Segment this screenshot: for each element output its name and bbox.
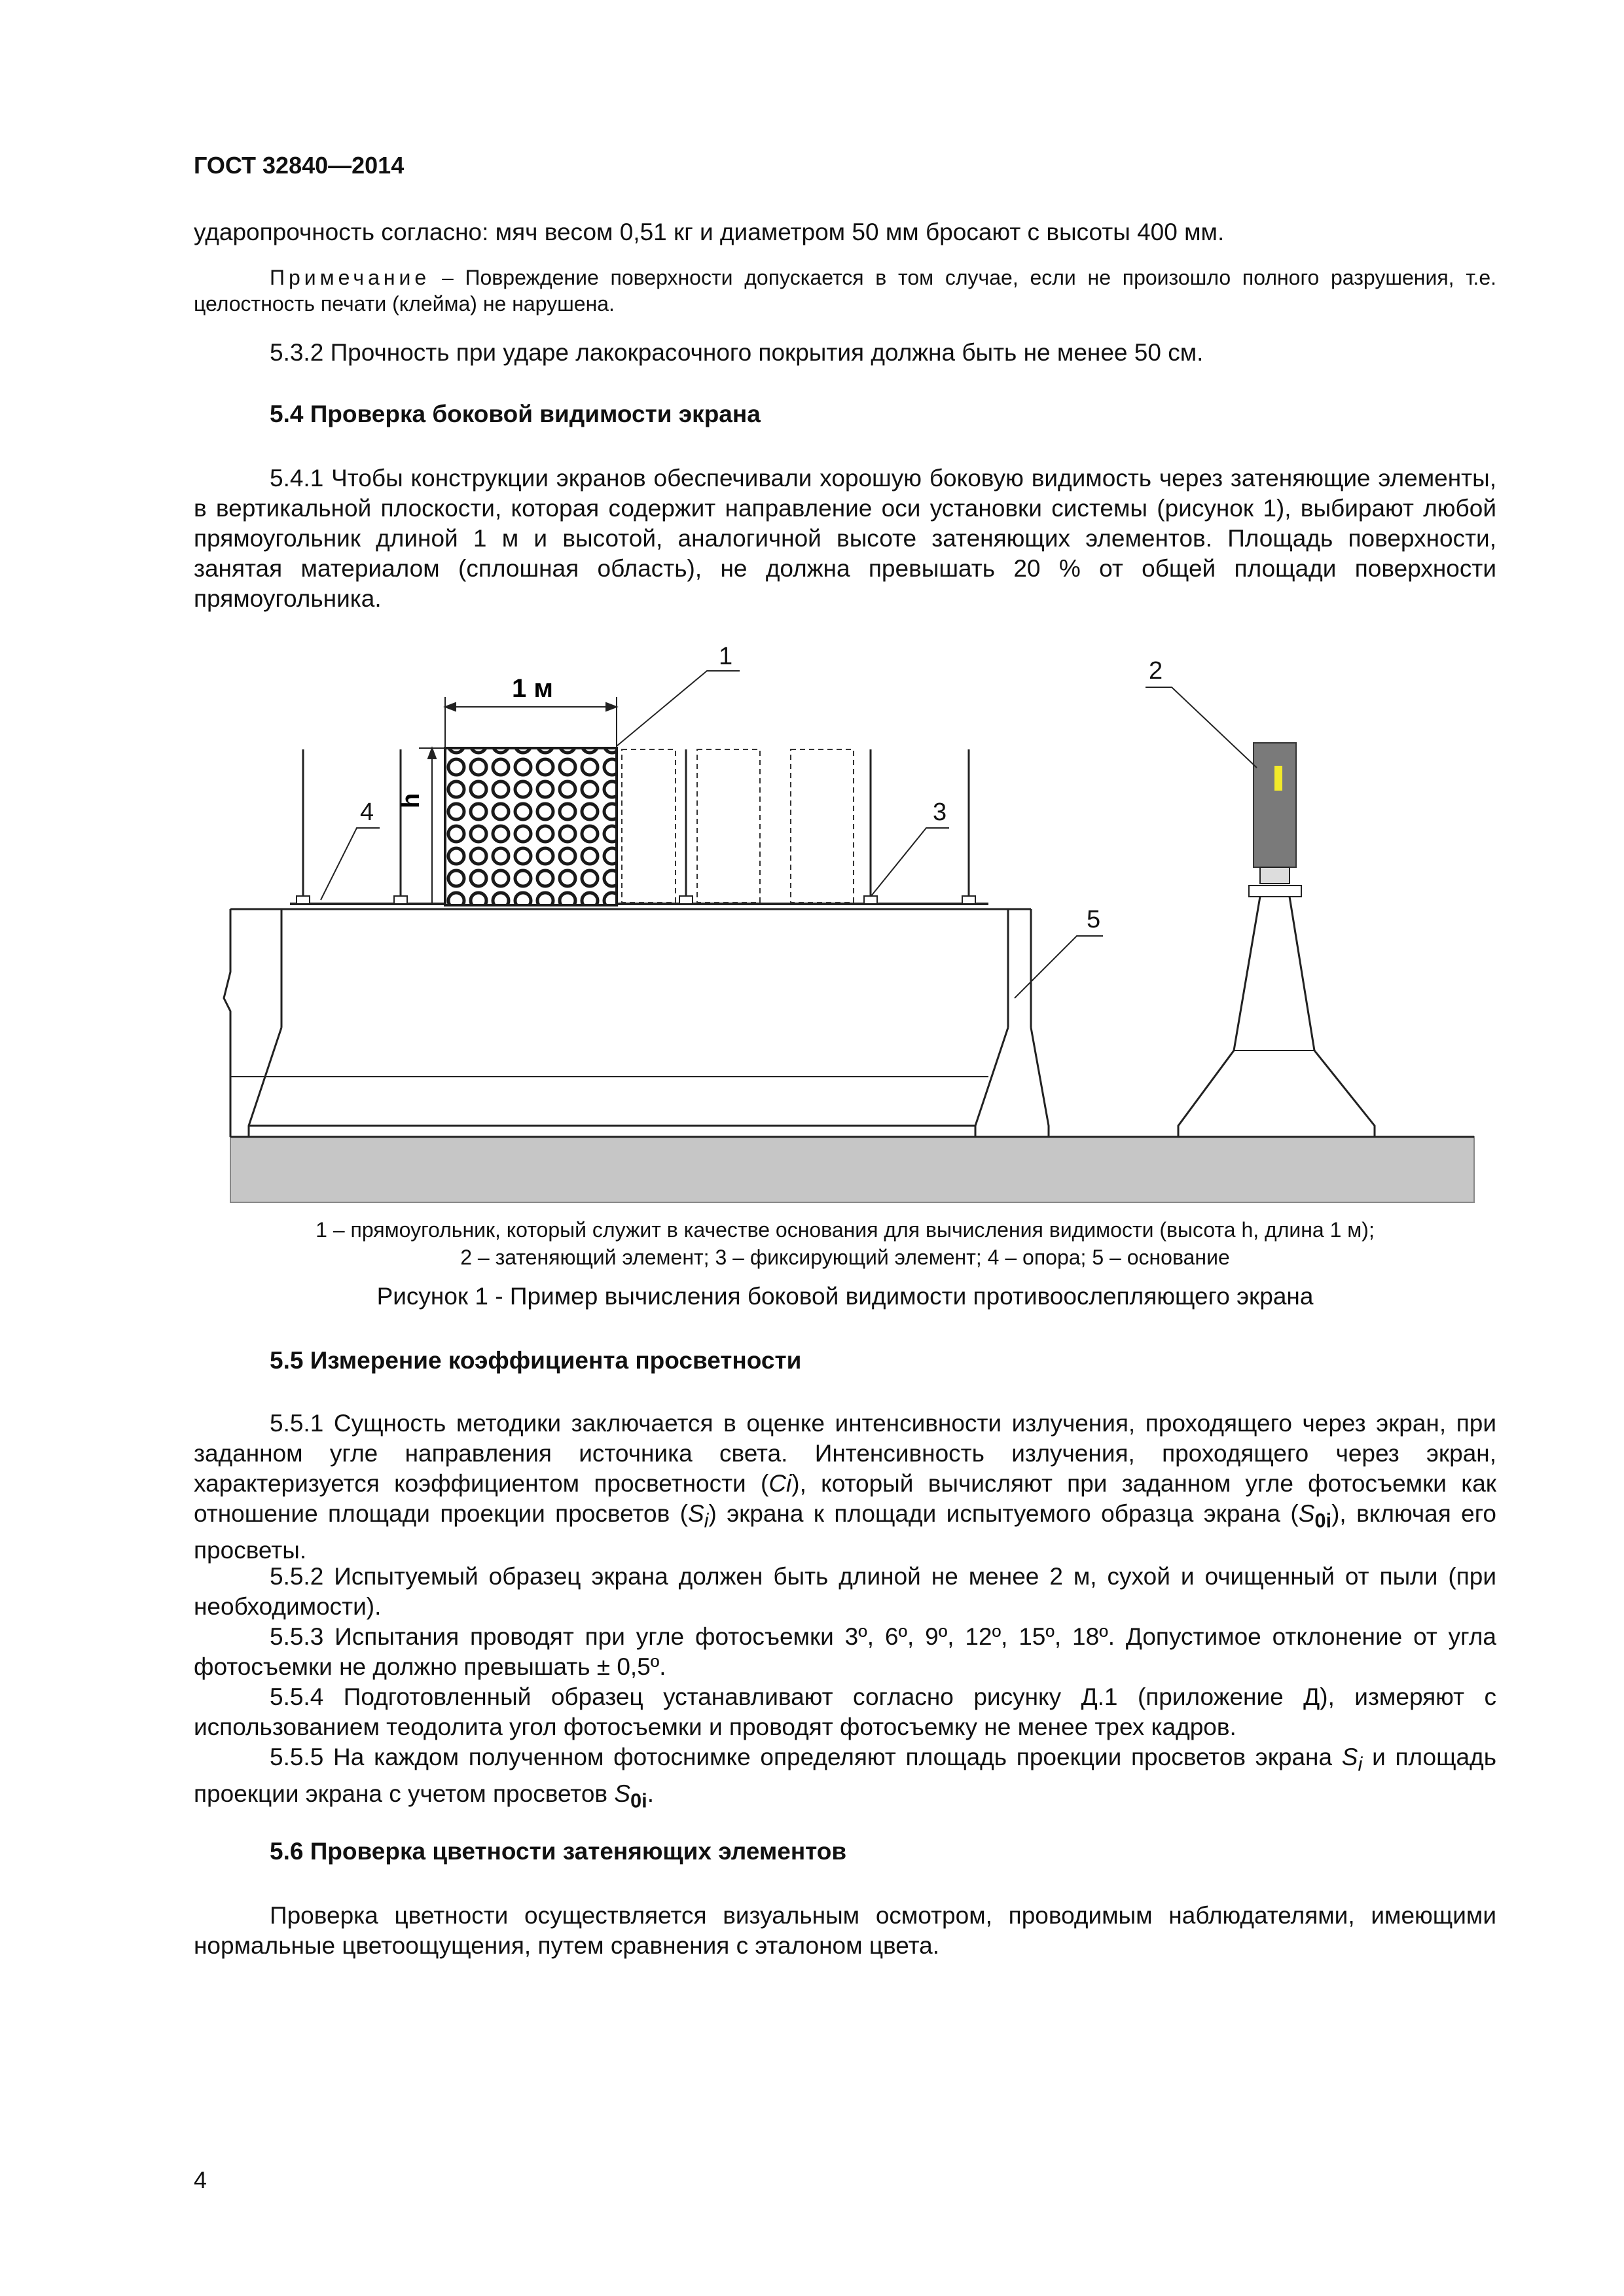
callout-4: 4 (360, 798, 374, 826)
paragraph-5-5-2: 5.5.2 Испытуемый образец экрана должен быть длиной не менее 2 м, сухой и очищенный от пыли (при необходимости). (194, 1563, 1496, 1620)
page-number: 4 (194, 2166, 208, 2193)
paragraph-5-6: Проверка цветности осуществляется визуальным осмотром, проводимым наблюдателями, имеющими нормальные цветоощущения, путем сравнения с эталоном цвета. (194, 1902, 1496, 1959)
paragraph-5-3-2: 5.3.2 Прочность при ударе лакокрасочного покрытия должна быть не менее 50 см. (270, 339, 1204, 366)
paragraph-5-5-3: 5.5.3 Испытания проводят при угле фотосъемки 3º, 6º, 9º, 12º, 15º, 18º. Допустимое отклонение от угла фотосъемки не должно превышать ± 0,5º. (194, 1623, 1496, 1680)
paragraph-impact: ударопрочность согласно: мяч весом 0,51 кг и диаметром 50 мм бросают с высоты 400 мм. (194, 219, 1225, 245)
dimension-1m (445, 697, 617, 748)
heading-5-5: 5.5 Измерение коэффициента просветности (270, 1347, 802, 1374)
paragraph-5-5-5: 5.5.5 На каждом полученном фотоснимке определяют площадь проекции просветов экрана $S_i$ и площадь проекции экрана с учетом просветов $S_{0i}$. (194, 1744, 1497, 1812)
callout-2: 2 (1149, 657, 1163, 685)
callout-1: 1 (719, 645, 733, 670)
height-label: h (397, 793, 425, 808)
figure-caption-line-2: 2 – затеняющий элемент; 3 – фиксирующий элемент; 4 – опора; 5 – основание (460, 1246, 1230, 1269)
document-header: ГОСТ 32840—2014 (194, 152, 405, 179)
note-label: Примечание (270, 266, 431, 289)
figure-title: Рисунок 1 - Пример вычисления боковой видимости противоослепляющего экрана (376, 1283, 1314, 1310)
heading-5-4: 5.4 Проверка боковой видимости экрана (270, 401, 761, 427)
paragraph-5-4-1: 5.4.1 Чтобы конструкции экранов обеспечивали хорошую боковую видимость через затеняющие элементы, в вертикальной плоскости, которая содержит направление оси установки системы (рисунок 1), выбирают любой прямоугольник длиной 1 м и высотой, аналогичной высоте затеняющих элементов. Площадь поверхности, занятая материалом (сплошная область), не должна превышать 20 % от общей площади поверхности прямоугольника. (194, 465, 1496, 612)
dashed-rectangles (622, 749, 854, 903)
figure-side-visibility (223, 645, 1486, 1221)
ground (230, 1137, 1474, 1202)
note (194, 264, 1496, 317)
figure-caption-line-1: 1 – прямоугольник, который служит в качестве основания для вычисления видимости (высота h, длина 1 м); (316, 1218, 1375, 1242)
callout-5: 5 (1087, 906, 1101, 933)
dimension-label: 1 м (512, 674, 553, 703)
dimension-h (419, 748, 445, 905)
callout-3: 3 (933, 798, 947, 826)
base-foundation (224, 904, 1049, 1137)
mesh-rectangle (445, 748, 617, 905)
support-posts (303, 749, 969, 903)
paragraph-5-5-1: 5.5.1 Сущность методики заключается в оценке интенсивности излучения, проходящего через экран, при заданном угле направления источника света. Интенсивность излучения, проходящего через экран, характеризуется коэффициентом просветности (Ci), который вычисляют при заданном угле фотосъемки как отношение площади проекции просветов $(S_i)$ экрана к площади испытуемого образца экрана $(S_{0i})$, включая его просветы. (194, 1410, 1496, 1564)
heading-5-6: 5.6 Проверка цветности затеняющих элементов (270, 1838, 847, 1865)
note-text: – Повреждение поверхности допускается в том случае, если не произошло полного разрушения, т.е. целостность печати (клейма) не нарушена. (194, 266, 1496, 315)
paragraph-5-5-4: 5.5.4 Подготовленный образец устанавливают согласно рисунку Д.1 (приложение Д), измеряют с использованием теодолита угол фотосъемки и проводят фотосъемку не менее трех кадров. (194, 1683, 1496, 1740)
shading-element (1178, 743, 1375, 1137)
